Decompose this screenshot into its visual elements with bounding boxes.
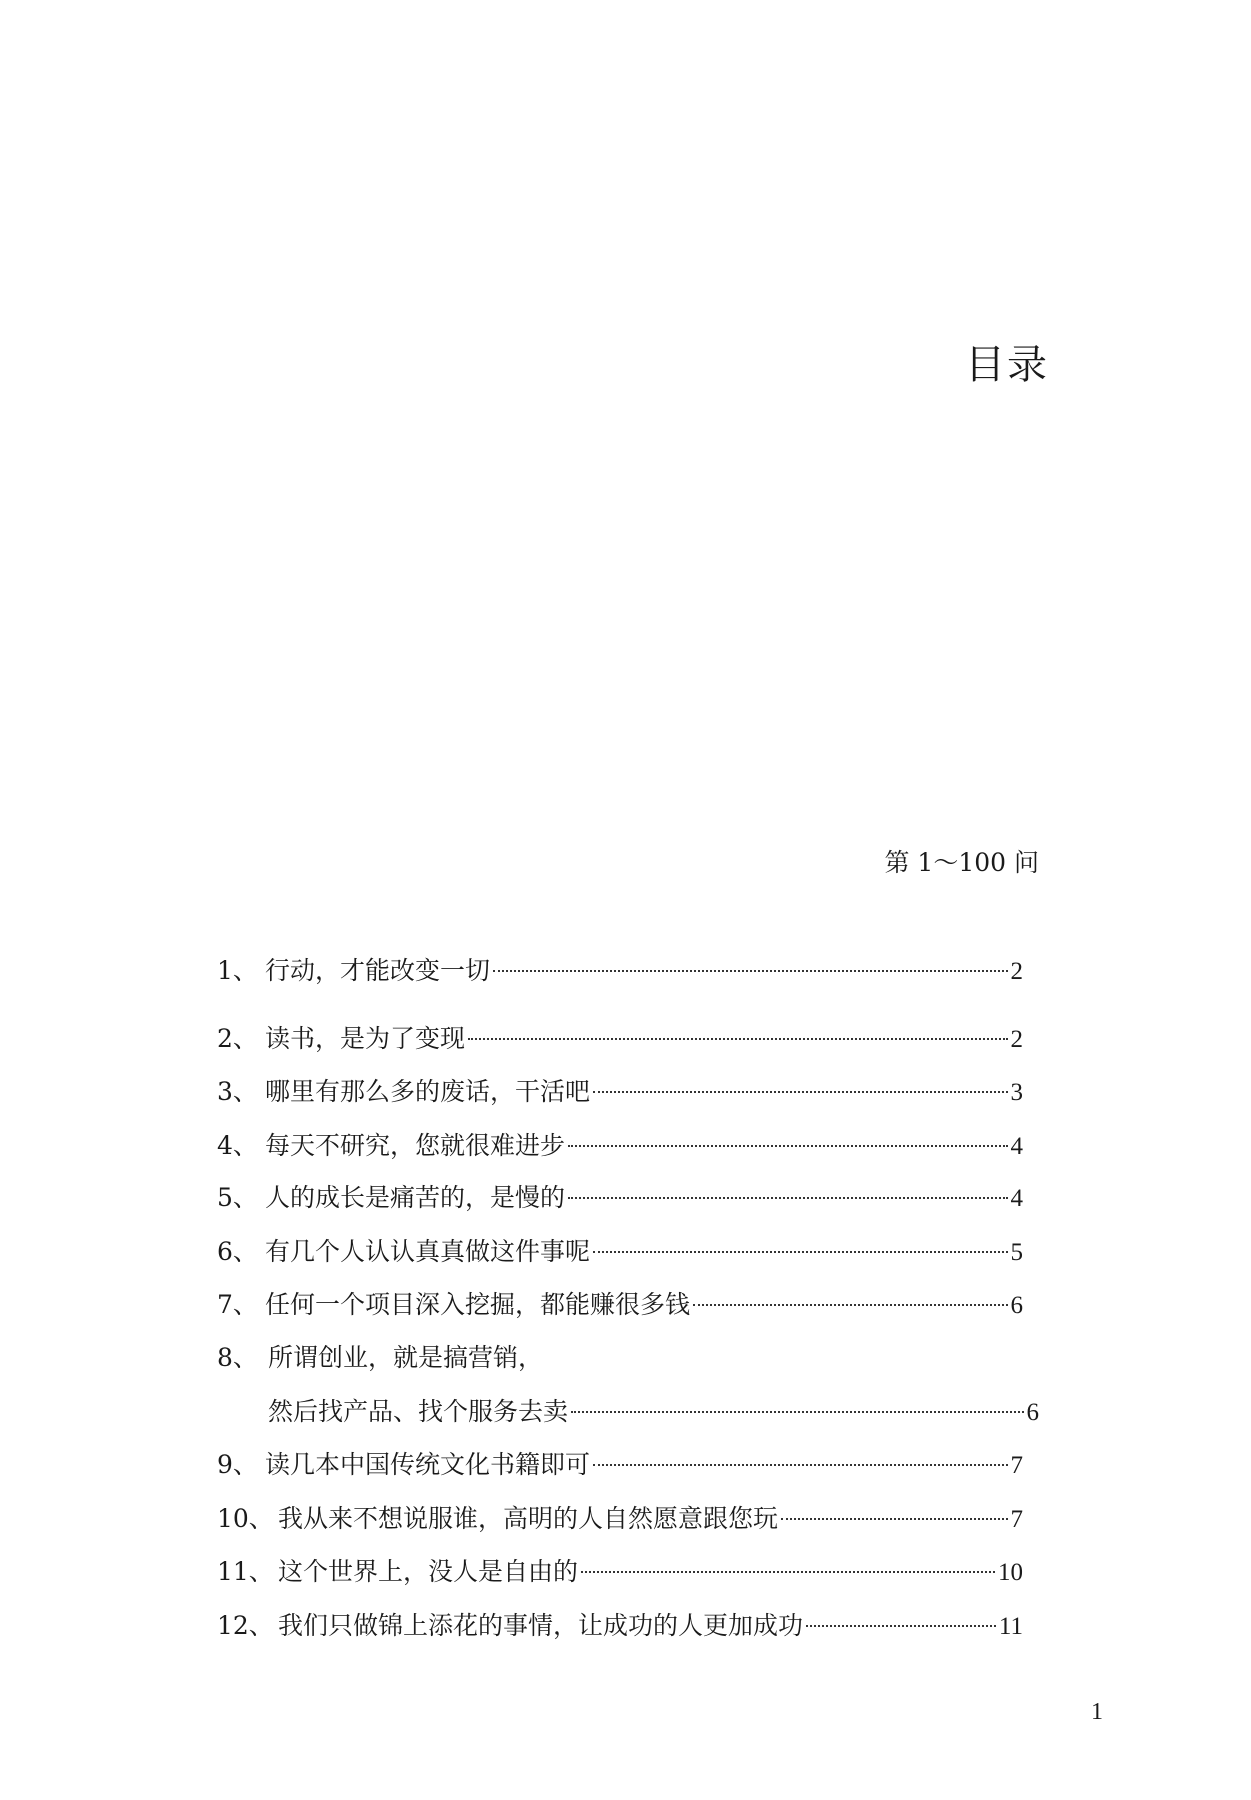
dot-leader bbox=[568, 1145, 1007, 1147]
toc-entry-title: 我从来不想说服谁，高明的人自然愿意跟您玩 bbox=[278, 1504, 779, 1533]
toc-entry bbox=[217, 1609, 1023, 1643]
dot-leader bbox=[571, 1411, 1023, 1413]
toc-entry bbox=[217, 954, 1023, 988]
toc-entry-number: 2、 bbox=[217, 1024, 258, 1053]
dot-leader bbox=[568, 1197, 1007, 1199]
toc-entry-page: 6 bbox=[1010, 1292, 1023, 1319]
toc-entry-title: 读几本中国传统文化书籍即可 bbox=[265, 1450, 591, 1479]
toc-entry-title: 人的成长是痛苦的，是慢的 bbox=[265, 1183, 566, 1212]
toc-entry-number: 7、 bbox=[217, 1290, 258, 1319]
toc-entry-title: 有几个人认认真真做这件事呢 bbox=[265, 1237, 591, 1266]
toc-entry-page: 4 bbox=[1010, 1185, 1023, 1212]
dot-leader bbox=[593, 1464, 1007, 1466]
toc-entry-page: 7 bbox=[1010, 1506, 1023, 1533]
toc-entry-number: 11、 bbox=[217, 1557, 274, 1586]
toc-entry bbox=[217, 1181, 1023, 1215]
toc-entry-title: 每天不研究，您就很难进步 bbox=[265, 1131, 566, 1160]
toc-entry-title: 任何一个项目深入挖掘，都能赚很多钱 bbox=[265, 1290, 691, 1319]
toc-entry bbox=[217, 1075, 1023, 1109]
toc-entry-number: 10、 bbox=[217, 1504, 274, 1533]
toc-entry-page: 5 bbox=[1010, 1239, 1023, 1266]
dot-leader bbox=[693, 1304, 1007, 1306]
toc-entry-page: 6 bbox=[1026, 1399, 1039, 1426]
dot-leader bbox=[806, 1625, 996, 1627]
toc-entry bbox=[217, 1448, 1023, 1482]
dot-leader bbox=[781, 1518, 1007, 1520]
toc-entry-number: 4、 bbox=[217, 1131, 258, 1160]
toc-entry-number: 12、 bbox=[217, 1611, 274, 1640]
dot-leader bbox=[468, 1038, 1007, 1040]
toc-entry-number: 3、 bbox=[217, 1077, 258, 1106]
toc-entry-number: 6、 bbox=[217, 1237, 258, 1266]
toc-entry-number: 9、 bbox=[217, 1450, 258, 1479]
toc-entry-title-continuation: 然后找产品、找个服务去卖 bbox=[268, 1397, 569, 1426]
toc-entry bbox=[217, 1502, 1023, 1536]
toc-entry-page: 2 bbox=[1010, 1026, 1023, 1053]
toc-entry-page: 7 bbox=[1010, 1452, 1023, 1479]
toc-entry bbox=[217, 1022, 1023, 1056]
toc-entry-page: 3 bbox=[1010, 1079, 1023, 1106]
dot-leader bbox=[581, 1571, 995, 1573]
toc-entry-title: 这个世界上，没人是自由的 bbox=[278, 1557, 579, 1586]
toc-entry-title: 哪里有那么多的废话，干活吧 bbox=[265, 1077, 591, 1106]
toc-entry bbox=[217, 1129, 1023, 1163]
toc-entry-continuation bbox=[268, 1395, 1039, 1429]
toc-entry-number: 1、 bbox=[217, 956, 258, 985]
toc-entry-title: 所谓创业，就是搞营销， bbox=[268, 1343, 544, 1372]
dot-leader bbox=[593, 1251, 1007, 1253]
toc-entry-title: 行动，才能改变一切 bbox=[265, 956, 491, 985]
dot-leader bbox=[593, 1091, 1007, 1093]
toc-entry-page: 2 bbox=[1010, 958, 1023, 985]
toc-entry bbox=[217, 1288, 1023, 1322]
page-title: 目录 bbox=[965, 342, 1049, 388]
toc-entry bbox=[217, 1341, 1023, 1375]
toc-entry-number: 5、 bbox=[217, 1183, 258, 1212]
toc-entry-number: 8、 bbox=[217, 1343, 258, 1372]
section-subtitle: 第 1～100 问 bbox=[884, 848, 1039, 877]
dot-leader bbox=[493, 970, 1007, 972]
toc-entry-page: 11 bbox=[998, 1613, 1023, 1640]
page-number: 1 bbox=[1091, 1699, 1103, 1725]
toc-entry bbox=[217, 1555, 1023, 1589]
toc-entry-page: 10 bbox=[998, 1559, 1023, 1586]
toc-entry-title: 读书，是为了变现 bbox=[265, 1024, 466, 1053]
toc-entry bbox=[217, 1235, 1023, 1269]
toc-entry-page: 4 bbox=[1010, 1133, 1023, 1160]
toc-entry-title: 我们只做锦上添花的事情，让成功的人更加成功 bbox=[278, 1611, 804, 1640]
